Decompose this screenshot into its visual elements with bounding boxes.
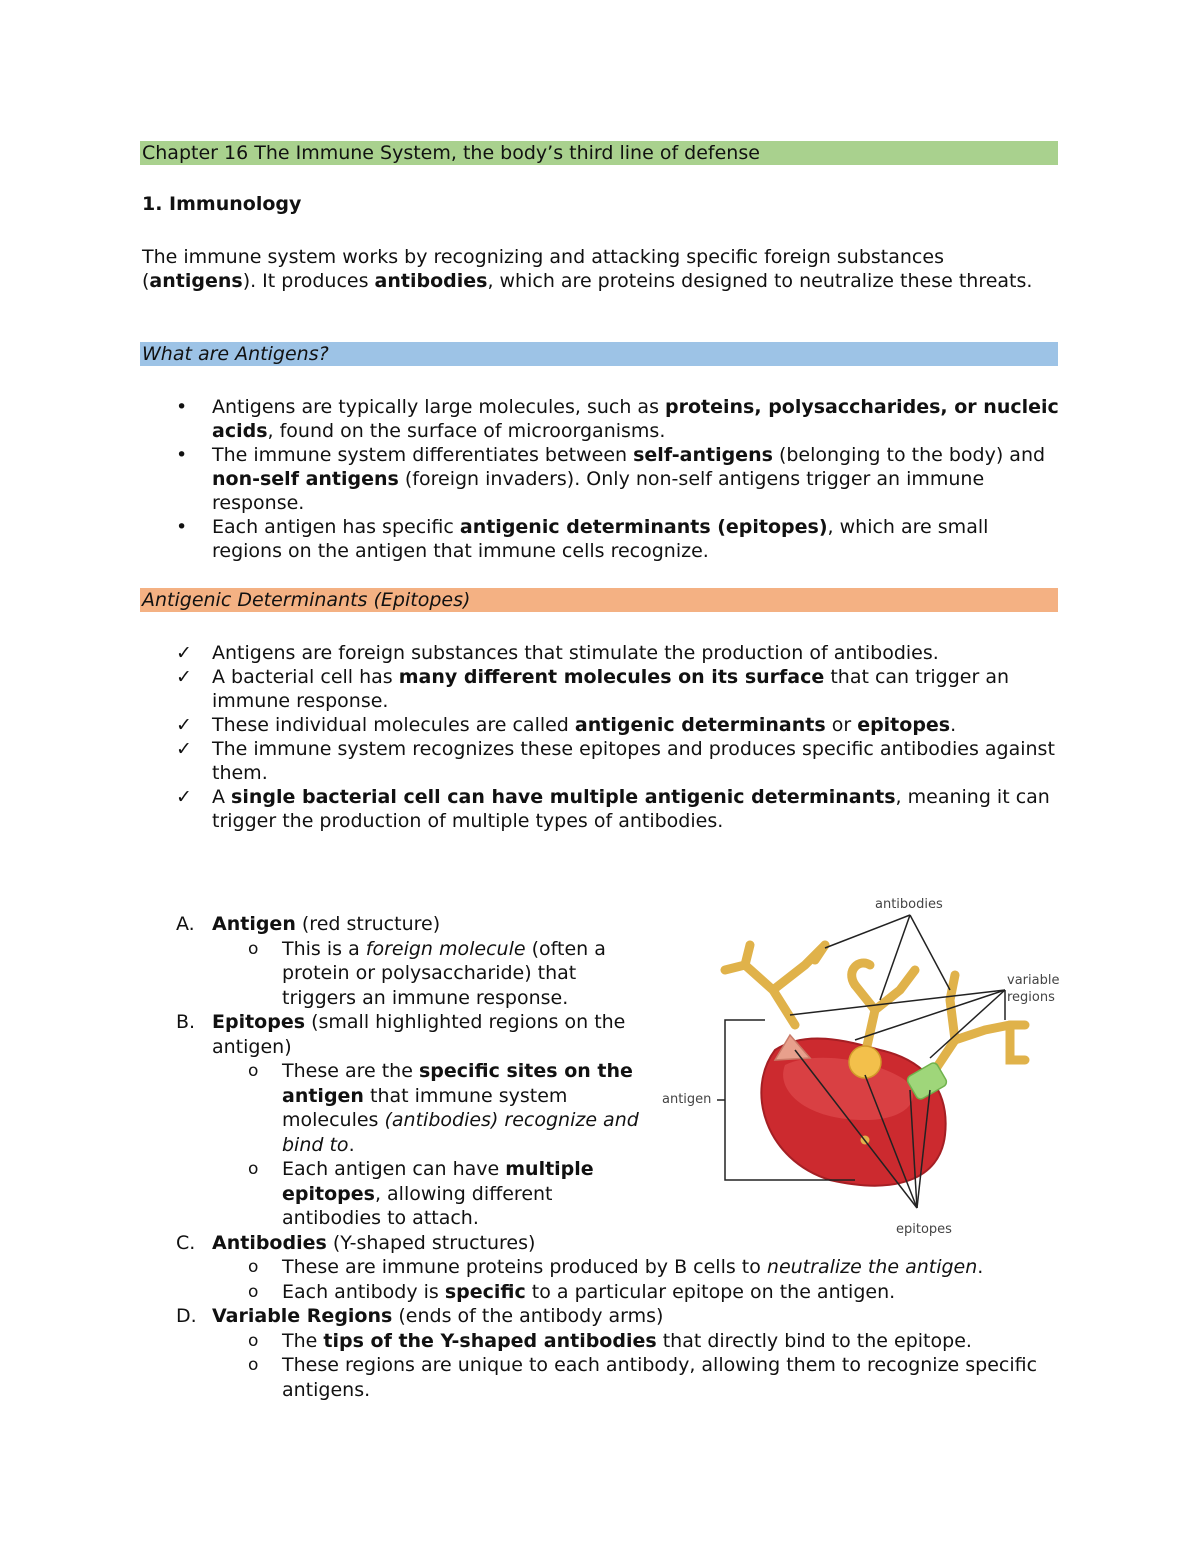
list-item: o These regions are unique to each antibody, allowing them to recognize specific antigens. [248, 1354, 1038, 1401]
checkmark-icon: ✓ [176, 642, 192, 664]
epitopes-section-title: Antigenic Determinants (Epitopes) [142, 589, 471, 611]
label-antigen: antigen [662, 1092, 712, 1107]
list-item: o Each antibody is specific to a particular epitope on the antigen. [248, 1280, 896, 1303]
list-item: ✓ The immune system recognizes these epitopes and produces specific antibodies against them. [176, 738, 1055, 784]
antigens-section-band [140, 342, 1058, 366]
label-epitopes: epitopes [896, 1222, 952, 1237]
list-item: ✓ These individual molecules are called antigenic determinants or epitopes. [176, 714, 957, 736]
list-item: o Each antigen can have multiple epitopes, allowing different antibodies to attach. [248, 1158, 594, 1229]
checkmark-icon: ✓ [176, 714, 192, 736]
circle-bullet-icon: o [248, 1330, 259, 1351]
chapter-title-band [140, 141, 1058, 165]
antigens-section-title: What are Antigens? [142, 343, 329, 365]
circle-bullet-icon: o [248, 1281, 259, 1302]
bullet-icon: • [176, 516, 188, 538]
circle-bullet-icon: o [248, 1355, 259, 1375]
antibodies-leader-1 [825, 915, 910, 948]
epitopes-check-list [142, 641, 1060, 833]
epitopes-section-band [140, 588, 1058, 612]
list-item: ✓ A single bacterial cell can have multiple antigenic determinants, meaning it can trigger the production of multiple types of antibodies. [176, 786, 1050, 832]
outline-item-epitopes: B. Epitopes (small highlighted regions on the antigen) o These are the specific sites on the antigen that immune system molecules (antibodies) recognize and bind to. o Each antigen can have multiple epitopes, allowing different antibodies to attach. [176, 1010, 672, 1231]
intro-paragraph: The immune system works by recognizing and attacking specific foreign substances (antigens). It produces antibodies, which are proteins designed to neutralize these threats. [142, 246, 1033, 292]
antibodies-leader-3 [910, 915, 950, 990]
circle-bullet-icon: o [248, 1257, 259, 1277]
list-item: o These are immune proteins produced by B cells to neutralize the antigen. [248, 1256, 984, 1278]
bullet-icon: • [176, 444, 188, 466]
list-item: ✓ Antigens are foreign substances that stimulate the production of antibodies. [176, 642, 939, 664]
epitope-yellow [849, 1046, 881, 1078]
label-regions: regions [1007, 990, 1055, 1005]
bullet-icon: • [176, 396, 188, 418]
label-variable: variable [1007, 973, 1060, 988]
antigen-antibody-diagram [655, 890, 1065, 1240]
outline-item-variable-regions: D. Variable Regions (ends of the antibody arms) o The tips of the Y-shaped antibodies that directly bind to the epitope. o These regions are unique to each antibody, allowing them to recognize specific antigens. [176, 1304, 1056, 1402]
outline-item-antibodies: C. Antibodies (Y-shaped structures) o These are immune proteins produced by B cells to neutralize the antigen. o Each antibody is specific to a particular epitope on the antigen. [176, 1231, 1056, 1305]
circle-bullet-icon: o [248, 1159, 259, 1179]
chapter-title: Chapter 16 The Immune System, the body’s third line of defense [142, 142, 760, 164]
list-item: o This is a foreign molecule (often a protein or polysaccharide) that triggers an immune response. [248, 937, 606, 1009]
outline-item-antigen: A. Antigen (red structure) o This is a foreign molecule (often a protein or polysaccharide) that triggers an immune response. [176, 912, 1056, 1010]
circle-bullet-icon: o [248, 1061, 259, 1081]
checkmark-icon: ✓ [176, 786, 192, 808]
section-heading-immunology: 1. Immunology [142, 193, 302, 215]
antigens-bullet-list [142, 395, 1060, 563]
checkmark-icon: ✓ [176, 666, 192, 688]
list-item: o These are the specific sites on the antigen that immune system molecules (antibodies) recognize and bind to. [248, 1060, 639, 1156]
term-antibodies: antibodies [374, 270, 488, 292]
list-item: • Antigens are typically large molecules, such as proteins, polysaccharides, or nucleic acids, found on the surface of microorganisms. [176, 396, 1059, 442]
label-antibodies: antibodies [875, 897, 943, 912]
term-antigens: antigens [149, 270, 243, 292]
circle-bullet-icon: o [248, 938, 259, 959]
list-item: ✓ A bacterial cell has many different molecules on its surface that can trigger an immune response. [176, 666, 1010, 712]
checkmark-icon: ✓ [176, 738, 192, 760]
diagram-svg [655, 890, 1065, 1240]
list-item: • Each antigen has specific antigenic determinants (epitopes), which are small regions on the antigen that immune cells recognize. [176, 516, 989, 562]
list-item: • The immune system differentiates between self-antigens (belonging to the body) and non-self antigens (foreign invaders). Only non-self antigens trigger an immune response. [176, 444, 1046, 514]
list-item: o The tips of the Y-shaped antibodies that directly bind to the epitope. [248, 1329, 972, 1352]
